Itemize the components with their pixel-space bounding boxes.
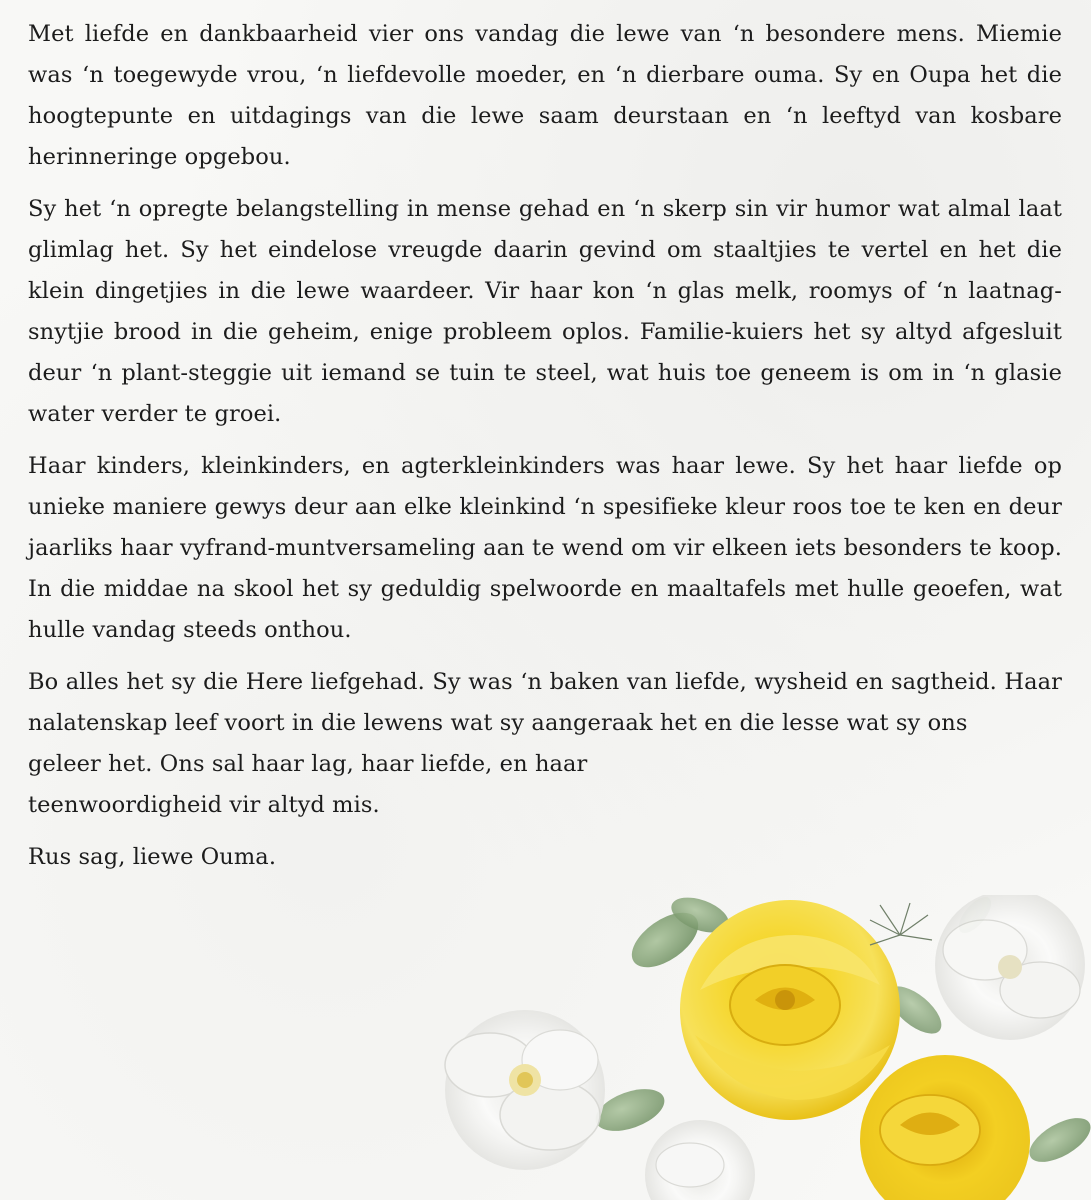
- paragraph-family: Haar kinders, kleinkinders, en agterkleinkinders was haar lewe. Sy het haar liefde op unieke maniere gewys deur aan elke kleinkind ‘n spesifieke kleur roos toe te ken en deur jaarliks haar vyfrand-muntversameling aan te wend om vir elkeen iets besonders te koop. In die middae na skool het sy geduldig spelwoorde en maaltafels met hulle geoefen, wat hulle vandag steeds onthou.: [28, 453, 1062, 643]
- paragraph-faith-tail: geleer het. Ons sal haar lag, haar liefde, en haar teenwoordigheid vir altyd mis.: [28, 751, 588, 818]
- paragraph-personality: Sy het ‘n opregte belangstelling in mense gehad en ‘n skerp sin vir humor wat almal laat glimlag het. Sy het eindelose vreugde daarin gevind om staaltjies te vertel en het die klein dingetjies in die lewe waardeer. Vir haar kon ‘n glas melk, roomys of ‘n laatnag-snytjie brood in die geheim, enige probleem oplos. Familie-kuiers het sy altyd afgesluit deur ‘n plant-steggie uit iemand se tuin te steel, wat huis toe geneem is om in ‘n glasie water verder te groei.: [28, 196, 1062, 427]
- floral-arrangement-icon: [400, 895, 1091, 1200]
- closing-line: Rus sag, liewe Ouma.: [28, 844, 277, 870]
- paragraph-intro: Met liefde en dankbaarheid vier ons vandag die lewe van ‘n besondere mens. Miemie was ‘n toegewyde vrou, ‘n liefdevolle moeder, en ‘n dierbare ouma. Sy en Oupa het die hoogtepunte en uitdagings van die lewe saam deurstaan en ‘n leeftyd van kosbare herinneringe opgebou.: [28, 21, 1062, 170]
- paragraph-faith: Bo alles het sy die Here liefgehad. Sy was ‘n baken van liefde, wysheid en sagtheid. Haar nalatenskap leef voort in die lewens wat sy aangeraak het en die lesse wat sy ons: [28, 669, 1062, 736]
- tribute-text: [28, 14, 1062, 889]
